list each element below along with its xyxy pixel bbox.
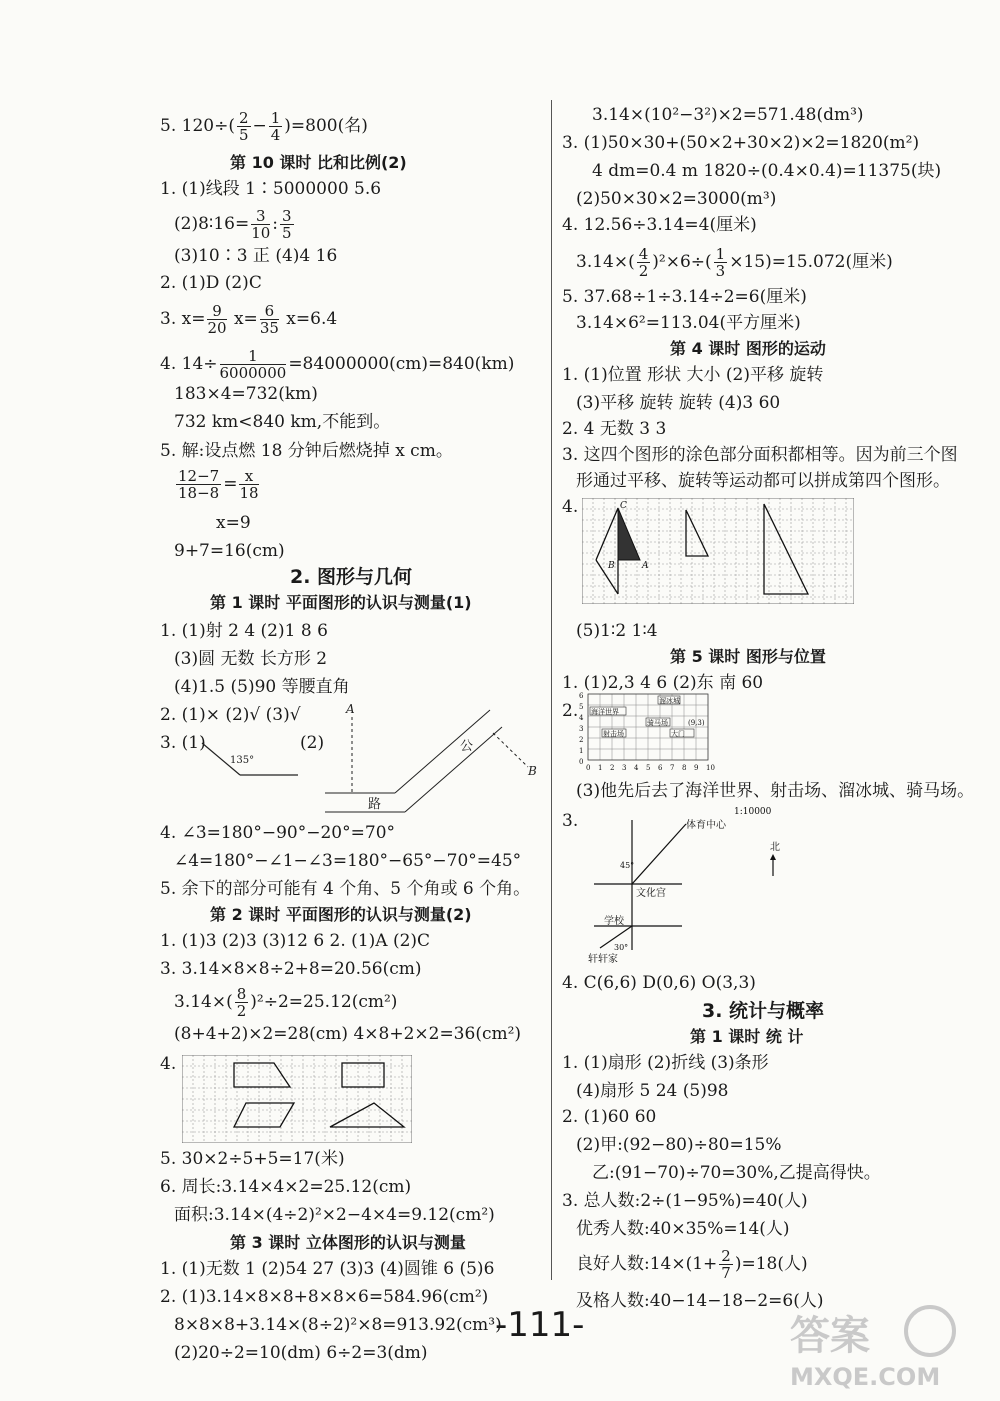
answer-line: 5. 37.68÷1÷3.14÷2=6(厘米)	[562, 287, 807, 307]
answer-line: 及格人数:40−14−18−2=6(人)	[576, 1291, 824, 1311]
grid-y-label: 6	[579, 692, 584, 700]
svg-text:学校: 学校	[604, 916, 624, 927]
angle-road-figure	[160, 695, 545, 825]
page-number: -111-	[495, 1305, 585, 1345]
lesson-5-heading: 第 5 课时 图形与位置	[670, 647, 826, 666]
watermark-logo	[780, 1301, 980, 1391]
svg-text:1:10000: 1:10000	[734, 807, 772, 817]
lesson-3-heading: 第 3 课时 立体图形的认识与测量	[230, 1233, 466, 1252]
grid-y-label: 4	[579, 714, 584, 722]
answer-line: 3.	[562, 811, 579, 831]
svg-text:海洋世界: 海洋世界	[591, 708, 619, 716]
svg-text:溜冰城: 溜冰城	[659, 697, 680, 705]
answer-line: (3)圆 无数 长方形 2	[174, 649, 328, 669]
svg-text:(9,3): (9,3)	[688, 719, 705, 727]
answer-line: 8×8×8+3.14×(8÷2)²×8=913.92(cm³)	[174, 1315, 502, 1335]
grid-x-label: 3	[622, 764, 627, 772]
grid-x-label: 10	[706, 764, 715, 772]
answer-line: 4. 14÷ $\frac{1}{6000000}$ =84000000(cm)=840(km)	[160, 347, 515, 382]
answer-line: 1. (1)无数 1 (2)54 27 (3)3 (4)圆锥 6 (5)6	[160, 1259, 495, 1279]
answer-line: 3.14×(10²−3²)×2=571.48(dm³)	[592, 105, 864, 125]
svg-text:B: B	[608, 561, 615, 571]
svg-text:45°: 45°	[620, 861, 635, 870]
svg-text:体育中心: 体育中心	[686, 820, 726, 831]
lesson-1-heading: 第 1 课时 平面图形的认识与测量(1)	[210, 593, 472, 612]
svg-text:北: 北	[770, 842, 780, 853]
answer-line: 2. 4 无数 3 3	[562, 419, 667, 439]
answer-line: 4. 12.56÷3.14=4(厘米)	[562, 215, 757, 235]
lesson-4-heading: 第 4 课时 图形的运动	[670, 339, 826, 358]
lesson-10-heading: 第 10 课时 比和比例(2)	[230, 153, 407, 172]
answer-line: 183×4=732(km)	[174, 384, 318, 404]
grid-x-label: 1	[598, 764, 603, 772]
svg-text:路: 路	[368, 797, 382, 812]
grid-x-label: 7	[670, 764, 675, 772]
answer-line: 5. 30×2÷5+5=17(米)	[160, 1149, 345, 1169]
answer-line: x=9	[216, 513, 251, 533]
answer-line: 4.	[562, 497, 579, 517]
direction-map-figure	[582, 800, 822, 976]
answer-line: (2)20÷2=10(dm) 6÷2=3(dm)	[174, 1343, 428, 1363]
answer-line: 3. 总人数:2÷(1−95%)=40(人)	[562, 1191, 808, 1211]
answer-line: 2. (1)60 60	[562, 1107, 657, 1127]
lesson-2-heading: 第 2 课时 平面图形的认识与测量(2)	[210, 905, 472, 924]
grid-x-label: 9	[694, 764, 699, 772]
motion-grid-figure	[582, 498, 854, 604]
answer-line: 2. (1)× (2)√ (3)√	[160, 705, 301, 725]
answer-line: (3)10∶3 正 (4)4 16	[174, 246, 338, 266]
answer-line: 1. (1)位置 形状 大小 (2)平移 旋转	[562, 365, 824, 385]
grid-x-label: 0	[586, 764, 591, 772]
svg-text:文化宫: 文化宫	[636, 888, 666, 899]
answer-line: 5. 余下的部分可能有 4 个角、5 个角或 6 个角。	[160, 879, 531, 899]
svg-text:公: 公	[460, 739, 474, 754]
answer-line: 良好人数:14×(1+ $\frac{2}{7}$ )=18(人)	[576, 1247, 808, 1282]
svg-text:轩轩家: 轩轩家	[588, 954, 618, 965]
answer-line: 3. (1)	[160, 733, 206, 753]
answer-line: 2. (1)3.14×8×8+8×8×6=584.96(cm²)	[160, 1287, 489, 1307]
grid-y-label: 0	[579, 758, 584, 766]
answer-line: 3.14×( $\frac{8}{2}$ )²÷2=25.12(cm²)	[174, 985, 398, 1020]
answer-line: $\frac{12-7}{18-8}$ = $\frac{x}{18}$	[178, 467, 259, 502]
svg-text:A: A	[346, 702, 355, 716]
grid-x-label: 5	[646, 764, 651, 772]
angle-label: 135°	[230, 755, 255, 766]
answer-line: (3)他先后去了海洋世界、射击场、溜冰城、骑马场。	[576, 781, 975, 801]
answer-line: 2. (1)D (2)C	[160, 273, 262, 293]
answer-5-ratio: 5. 120÷( $\frac{2}{5}$ − $\frac{1}{4}$ )=800(名)	[160, 109, 368, 144]
answer-line: 1. (1)3 (2)3 (3)12 6 2. (1)A (2)C	[160, 931, 431, 951]
answer-line: 5. 解:设点燃 18 分钟后燃烧掉 x cm。	[160, 441, 453, 461]
grid-x-label: 2	[610, 764, 615, 772]
answer-line: (2)甲:(92−80)÷80=15%	[576, 1135, 782, 1155]
answer-line: ∠4=180°−∠1−∠3=180°−65°−70°=45°	[174, 851, 522, 871]
grid-y-label: 3	[579, 725, 584, 733]
lesson-1-stat-heading: 第 1 课时 统 计	[690, 1027, 804, 1046]
answer-line: 形通过平移、旋转等运动都可以拼成第四个图形。	[576, 471, 950, 491]
grid-x-label: 8	[682, 764, 687, 772]
answer-line: (2)8∶16= $\frac{3}{10}$ : $\frac{3}{5}$	[174, 207, 292, 242]
svg-text:B: B	[528, 764, 537, 778]
answer-line: (4)扇形 5 24 (5)98	[576, 1081, 729, 1101]
answer-line: 3. 这四个图形的涂色部分面积都相等。因为前三个图	[562, 445, 958, 465]
answer-line: (8+4+2)×2=28(cm) 4×8+2×2=36(cm²)	[174, 1024, 522, 1044]
answer-line: 1. (1)2,3 4 6 (2)东 南 60	[562, 673, 764, 693]
answer-line: 3.14×6²=113.04(平方厘米)	[576, 313, 801, 333]
grid-y-label: 2	[579, 736, 584, 744]
svg-text:30°: 30°	[614, 943, 629, 952]
answer-line: 4 dm=0.4 m 1820÷(0.4×0.4)=11375(块)	[592, 161, 942, 181]
section-2-heading: 2. 图形与几何	[290, 566, 413, 588]
grid-x-label: 4	[634, 764, 639, 772]
svg-text:A: A	[642, 561, 649, 571]
answer-line: 优秀人数:40×35%=14(人)	[576, 1219, 790, 1239]
answer-line: 3. (1)50×30+(50×2+30×2)×2=1820(m²)	[562, 133, 920, 153]
coordinate-grid-figure	[576, 692, 726, 774]
answer-line: 1. (1)射 2 4 (2)1 8 6	[160, 621, 328, 641]
answer-line: 9+7=16(cm)	[174, 541, 285, 561]
answer-line: 3. x= $\frac{9}{20}$ x= $\frac{6}{35}$ x=6.4	[160, 302, 338, 337]
answer-line: 面积:3.14×(4÷2)²×2−4×4=9.12(cm²)	[174, 1205, 495, 1225]
answer-line: (3)平移 旋转 旋转 (4)3 60	[576, 393, 781, 413]
grid-y-label: 1	[579, 747, 584, 755]
answer-line: 2.	[562, 701, 579, 721]
answer-line: (2)50×30×2=3000(m³)	[576, 189, 777, 209]
svg-text:答案: 答案	[790, 1313, 870, 1359]
answer-line: 6. 周长:3.14×4×2=25.12(cm)	[160, 1177, 412, 1197]
svg-text:骑马场: 骑马场	[647, 719, 668, 727]
column-divider	[551, 100, 552, 1280]
svg-text:C: C	[620, 501, 627, 511]
answer-line: 3.14×( $\frac{4}{2}$ )²×6÷( $\frac{1}{3}$ ×15)=15.072(厘米)	[576, 245, 893, 280]
svg-text:射击场: 射击场	[603, 730, 624, 738]
answer-line: 732 km<840 km,不能到。	[174, 412, 391, 432]
answer-line: 4. C(6,6) D(0,6) O(3,3)	[562, 973, 756, 993]
answer-line: (5)1∶2 1∶4	[576, 621, 658, 641]
section-3-heading: 3. 统计与概率	[702, 1000, 825, 1022]
svg-text:MXQE.COM: MXQE.COM	[790, 1363, 941, 1391]
grid-x-label: 6	[658, 764, 663, 772]
answer-line: 1. (1)线段 1∶5000000 5.6	[160, 179, 382, 199]
answer-line: (4)1.5 (5)90 等腰直角	[174, 677, 350, 697]
grid-y-label: 5	[579, 703, 584, 711]
answer-line: 乙:(91−70)÷70=30%,乙提高得快。	[592, 1163, 881, 1183]
svg-text:大门: 大门	[671, 730, 685, 738]
answer-line: 1. (1)扇形 (2)折线 (3)条形	[562, 1053, 769, 1073]
answer-line: 4.	[160, 1054, 177, 1074]
answer-line: (2)	[300, 733, 325, 753]
answer-line: 4. ∠3=180°−90°−20°=70°	[160, 823, 396, 843]
grid-shapes-figure	[182, 1055, 412, 1143]
answer-line: 3. 3.14×8×8÷2+8=20.56(cm)	[160, 959, 422, 979]
